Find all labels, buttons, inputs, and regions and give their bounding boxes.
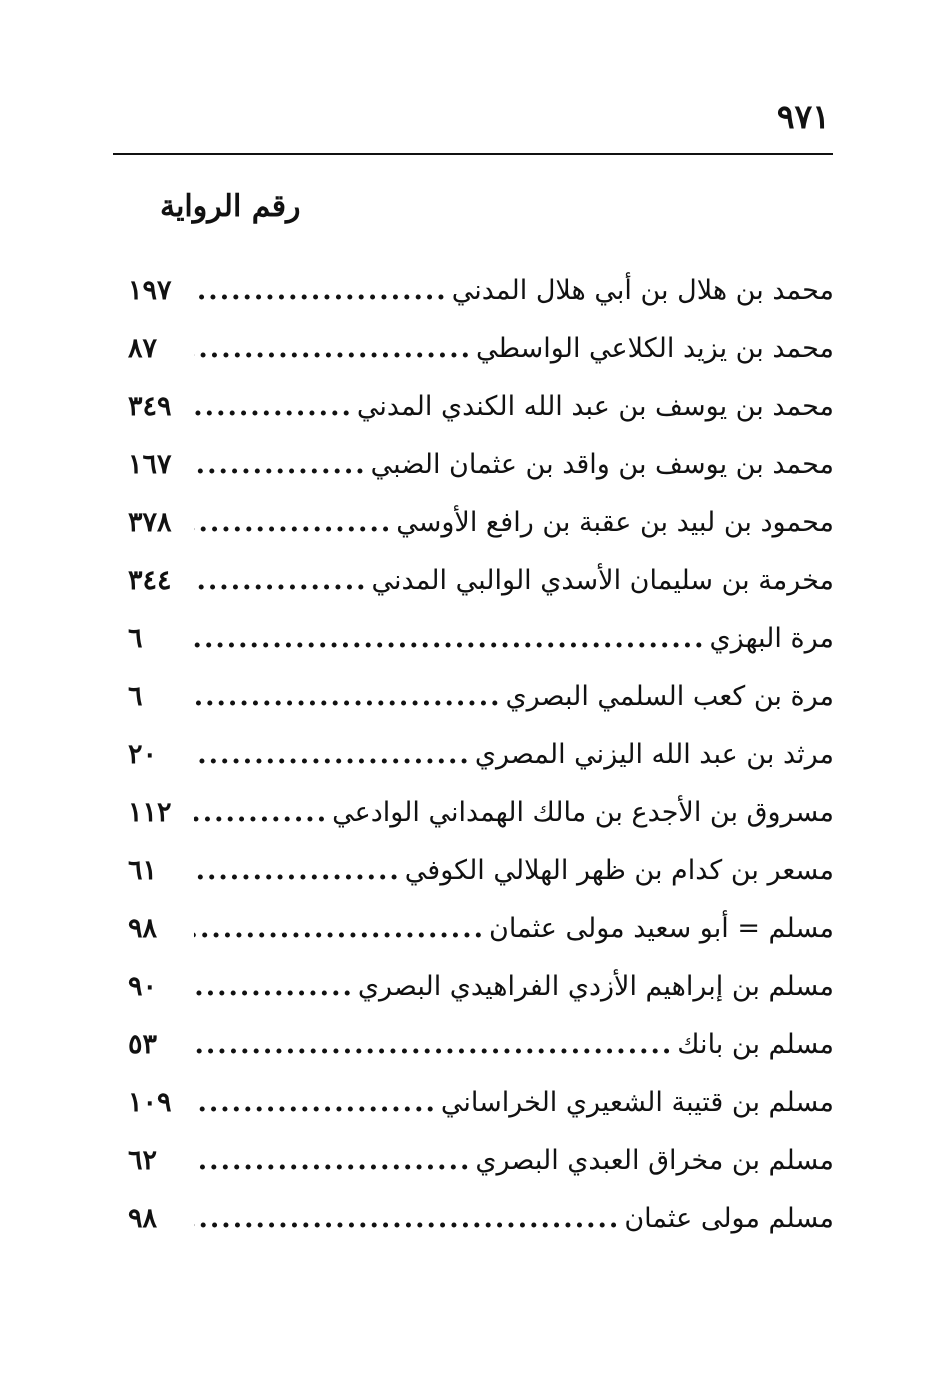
index-entries — [128, 262, 834, 1248]
narration-number: ٣٧٨ — [128, 507, 172, 538]
dot-leader — [194, 378, 353, 436]
dot-leader — [194, 958, 354, 1016]
narrator-name: محمد بن يزيد الكلاعي الواسطي — [476, 333, 834, 364]
index-entry — [128, 262, 834, 320]
narrator-name: مرثد بن عبد الله اليزني المصري — [474, 739, 834, 770]
narration-number: ٩٨ — [128, 1203, 158, 1234]
narrator-name: محمد بن يوسف بن واقد بن عثمان الضبي — [370, 449, 834, 480]
dot-leader — [194, 610, 706, 668]
narration-number: ١٩٧ — [128, 275, 172, 306]
index-entry — [128, 1132, 834, 1190]
narration-number: ٦٢ — [128, 1145, 158, 1176]
dot-leader — [194, 668, 502, 726]
narrator-name: مسلم بن بانك — [677, 1029, 834, 1060]
index-entry — [128, 784, 834, 842]
index-entry — [128, 842, 834, 900]
index-entry — [128, 494, 834, 552]
narration-number: ١٠٩ — [128, 1087, 172, 1118]
dot-leader — [194, 726, 471, 784]
narration-number: ٩٠ — [128, 971, 158, 1002]
dot-leader — [194, 494, 392, 552]
dot-leader — [194, 784, 328, 842]
dot-leader — [194, 1074, 437, 1132]
index-entry — [128, 378, 834, 436]
narrator-name: مرة بن كعب السلمي البصري — [505, 681, 834, 712]
narrator-name: محمد بن يوسف بن عبد الله الكندي المدني — [356, 391, 834, 422]
dot-leader — [194, 1190, 620, 1248]
narration-number: ٩٨ — [128, 913, 158, 944]
index-entry — [128, 900, 834, 958]
narrator-name: مسلم = أبو سعيد مولى عثمان — [489, 913, 834, 944]
narration-number: ٨٧ — [128, 333, 158, 364]
dot-leader — [194, 552, 368, 610]
index-entry — [128, 610, 834, 668]
narration-number: ٥٣ — [128, 1029, 158, 1060]
dot-leader — [194, 320, 472, 378]
narrator-name: مخرمة بن سليمان الأسدي الوالبي المدني — [371, 565, 834, 596]
column-heading: رقم الرواية — [160, 189, 301, 224]
narration-number: ٢٠ — [128, 739, 158, 770]
index-entry — [128, 726, 834, 784]
index-entry — [128, 436, 834, 494]
narration-number: ٣٤٩ — [128, 391, 172, 422]
narrator-name: محمود بن لبيد بن عقبة بن رافع الأوسي — [396, 507, 834, 538]
narration-number: ١٦٧ — [128, 449, 172, 480]
narrator-name: مرة البهزي — [709, 623, 834, 654]
dot-leader — [194, 1016, 673, 1074]
page-number: ٩٧١ — [776, 97, 830, 136]
narration-number: ٦ — [128, 681, 143, 712]
dot-leader — [194, 842, 401, 900]
narration-number: ١١٢ — [128, 797, 172, 828]
index-entry — [128, 1016, 834, 1074]
narration-number: ٦ — [128, 623, 143, 654]
index-entry — [128, 1074, 834, 1132]
narrator-name: محمد بن هلال بن أبي هلال المدني — [451, 275, 834, 306]
dot-leader — [194, 262, 448, 320]
narration-number: ٣٤٤ — [128, 565, 172, 596]
dot-leader — [194, 900, 485, 958]
narrator-name: مسعر بن كدام بن ظهر الهلالي الكوفي — [404, 855, 834, 886]
dot-leader — [194, 436, 367, 494]
narrator-name: مسلم بن إبراهيم الأزدي الفراهيدي البصري — [357, 971, 834, 1002]
narration-number: ٦١ — [128, 855, 158, 886]
narrator-name: مسروق بن الأجدع بن مالك الهمداني الوادعي — [332, 797, 834, 828]
narrator-name: مسلم بن مخراق العبدي البصري — [475, 1145, 834, 1176]
index-entry — [128, 668, 834, 726]
index-entry — [128, 320, 834, 378]
header-rule — [113, 153, 833, 155]
index-entry — [128, 1190, 834, 1248]
narrator-name: مسلم مولى عثمان — [624, 1203, 834, 1234]
narrator-name: مسلم بن قتيبة الشعيري الخراساني — [440, 1087, 834, 1118]
dot-leader — [194, 1132, 471, 1190]
index-entry — [128, 958, 834, 1016]
index-entry — [128, 552, 834, 610]
